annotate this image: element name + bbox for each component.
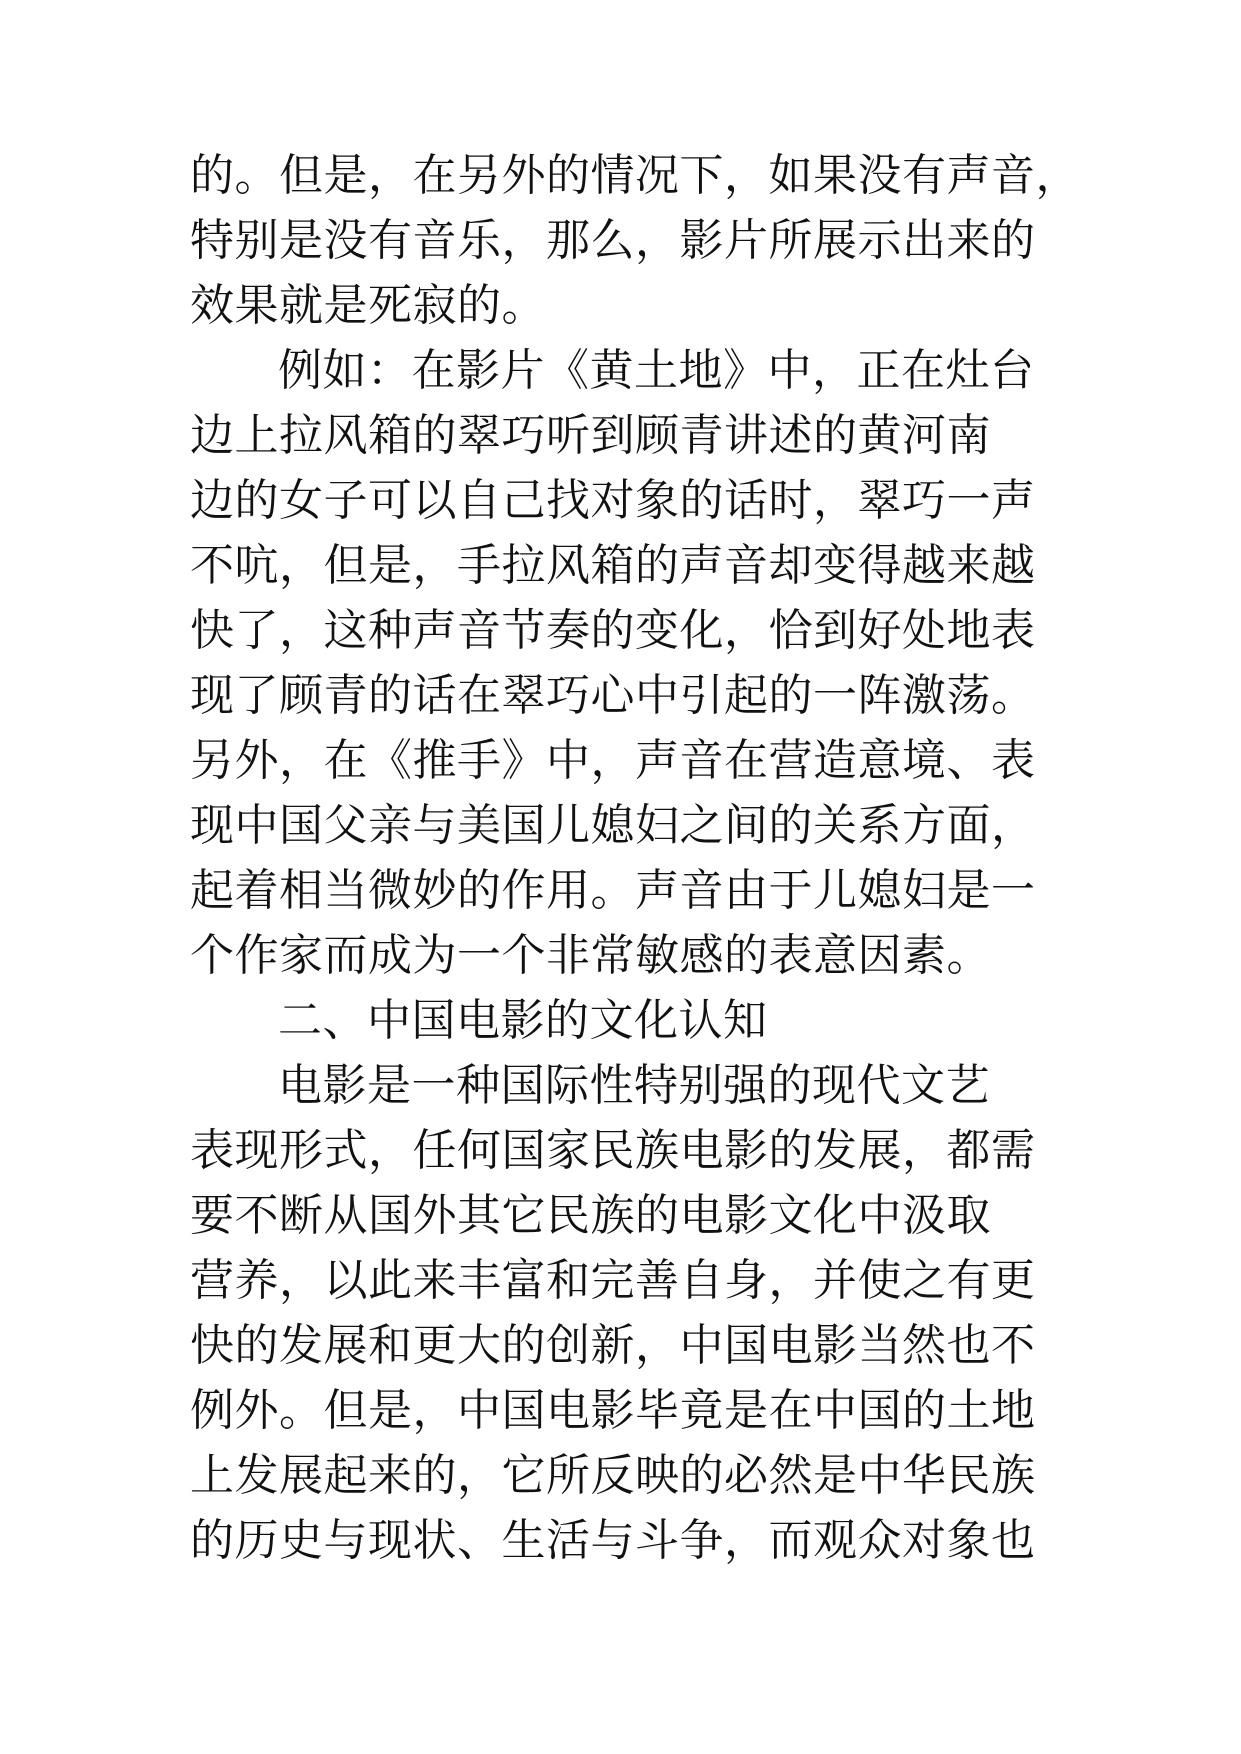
text-line: 边的女子可以自己找对象的话时，翠巧一声 [190,475,1036,526]
text-line: 快了，这种声音节奏的变化，恰到好处地表 [190,605,1036,656]
body-text [190,143,1130,1573]
text-line: 效果就是死寂的。 [190,280,546,331]
text-line: 另外，在《推手》中，声音在营造意境、表 [190,735,1036,786]
text-line: 例外。但是，中国电影毕竟是在中国的土地 [190,1385,1036,1436]
text-line: 的历史与现状、生活与斗争，而观众对象也 [190,1515,1036,1566]
text-line: 边上拉风箱的翠巧听到顾青讲述的黄河南 [190,410,991,461]
text-line: 特别是没有音乐，那么，影片所展示出来的 [190,215,1036,266]
text-line: 不吭，但是，手拉风箱的声音却变得越来越 [190,540,1036,591]
text-line: 要不断从国外其它民族的电影文化中汲取 [190,1190,991,1241]
text-line: 上发展起来的，它所反映的必然是中华民族 [190,1450,1036,1501]
text-line: 现了顾青的话在翠巧心中引起的一阵激荡。 [190,670,1036,721]
paragraph-start-line: 电影是一种国际性特别强的现代文艺 [278,1060,990,1111]
text-line: 的。但是，在另外的情况下，如果没有声音， [190,150,1080,201]
section-heading: 二、中国电影的文化认知 [278,995,768,1046]
paragraph-start-line: 例如：在影片《黄土地》中，正在灶台 [278,345,1035,396]
text-line: 表现形式，任何国家民族电影的发展，都需 [190,1125,1036,1176]
text-line: 起着相当微妙的作用。声音由于儿媳妇是一 [190,865,1036,916]
text-line: 快的发展和更大的创新，中国电影当然也不 [190,1320,1036,1371]
text-line: 营养，以此来丰富和完善自身，并使之有更 [190,1255,1036,1306]
text-line: 个作家而成为一个非常敏感的表意因素。 [190,930,991,981]
text-line: 现中国父亲与美国儿媳妇之间的关系方面， [190,800,1036,851]
